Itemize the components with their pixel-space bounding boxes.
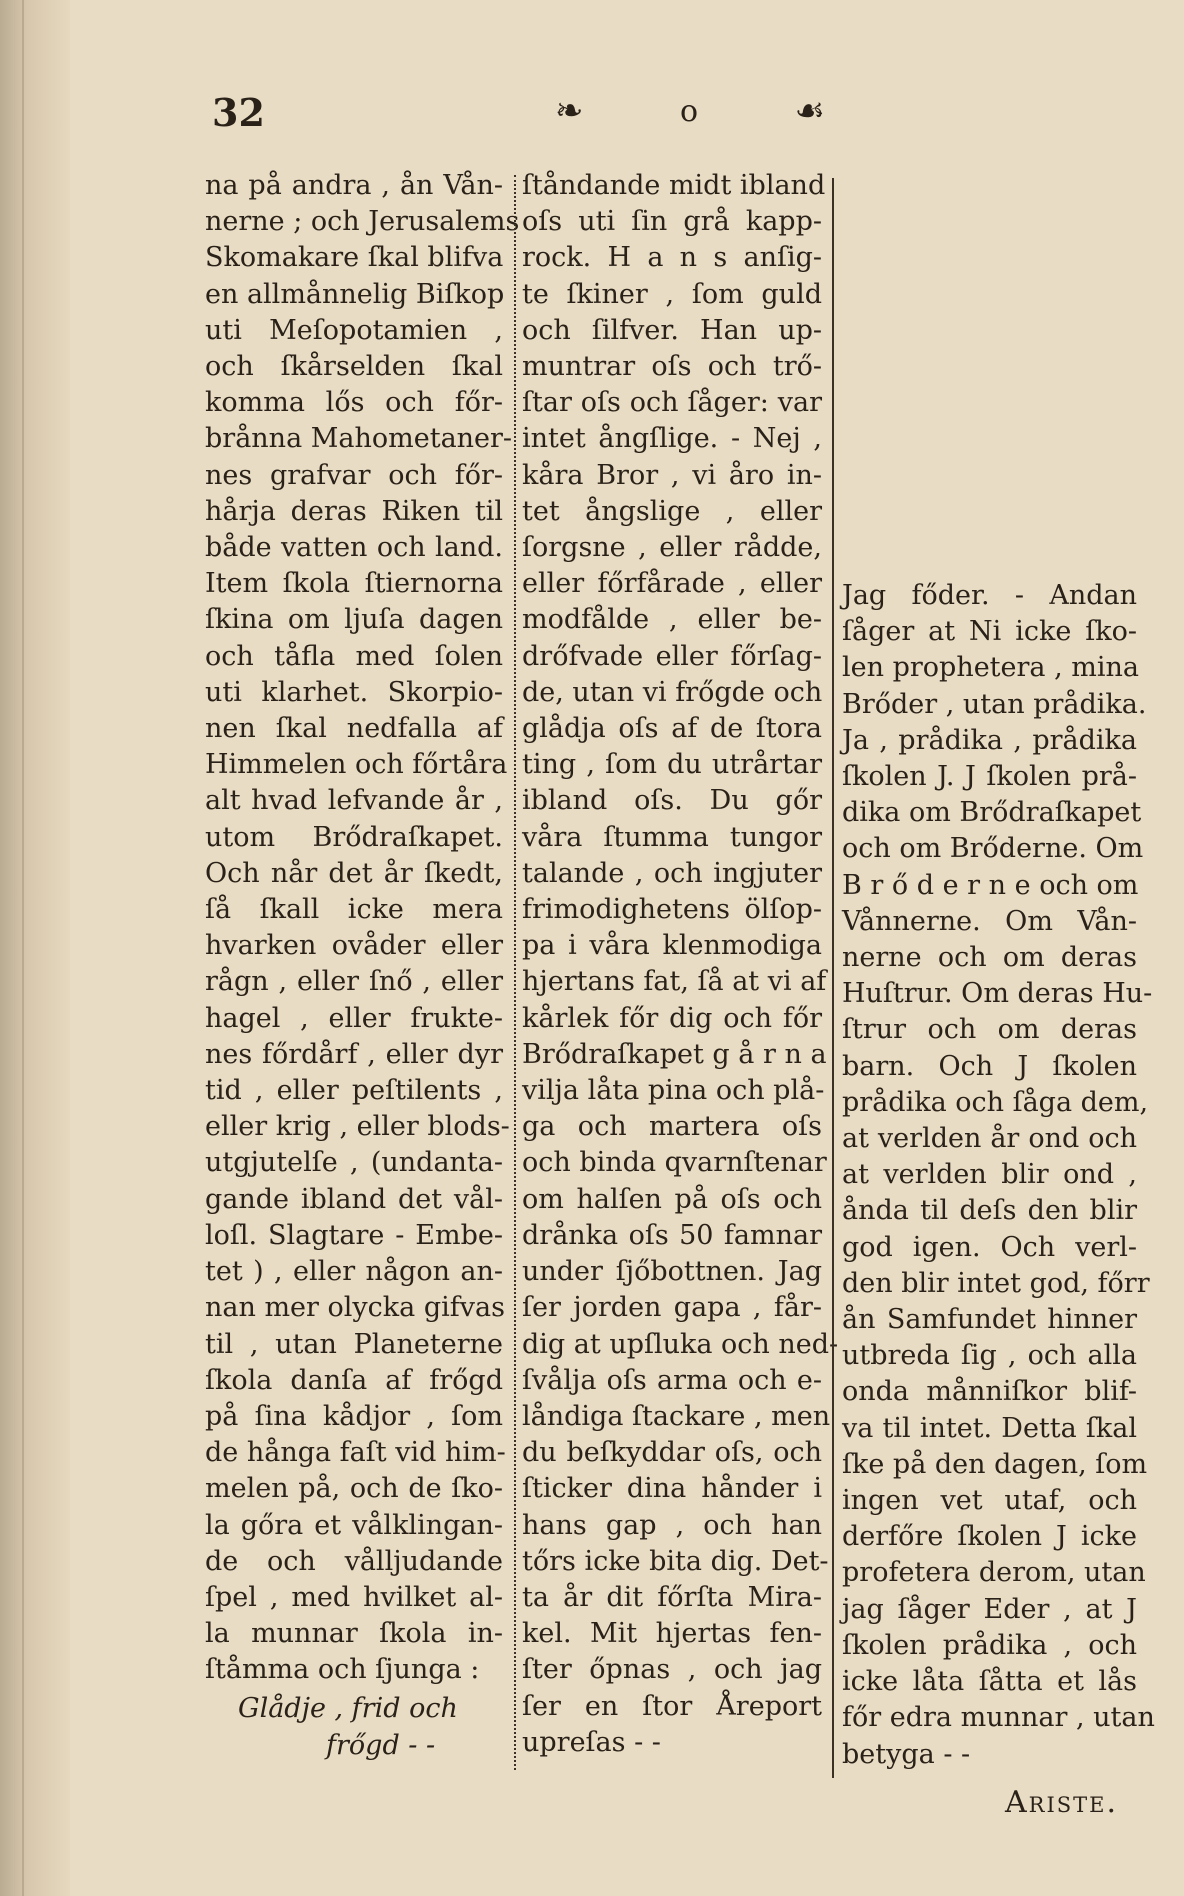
text-line: la gőra et vålklingan-: [205, 1509, 503, 1541]
text-line: ibland oſs. Du gőr: [522, 785, 822, 817]
text-line: ingen vet utaf, och: [842, 1485, 1137, 1517]
text-line: ſer en ſtor Åreport: [522, 1690, 822, 1722]
text-line: ſvålja oſs arma och e-: [522, 1364, 822, 1396]
text-line: alt hvad lefvande år ,: [205, 785, 503, 817]
text-line: til , utan Planeterne: [205, 1328, 503, 1360]
text-line: drånka oſs 50 famnar: [522, 1219, 822, 1251]
text-line: dig at upſluka och ned-: [522, 1328, 839, 1360]
signature: Ariste.: [1005, 1785, 1119, 1820]
text-line: utom Brődraſkapet.: [205, 821, 503, 853]
text-line: våra ſtumma tungor: [522, 821, 822, 853]
text-line: nes grafvar och főr-: [205, 459, 503, 491]
text-line: ſkola danſa af frőgd: [205, 1364, 503, 1396]
text-line: ſkolen J. J ſkolen prå-: [842, 761, 1137, 793]
text-line: ſke på den dagen, ſom: [842, 1448, 1148, 1480]
text-line: Item ſkola ſtiernorna: [205, 568, 503, 600]
text-line: Huſtrur. Om deras Hu-: [842, 978, 1153, 1010]
text-line: kårlek főr dig och főr: [522, 1002, 822, 1034]
text-line: och ſilfver. Han up-: [522, 314, 822, 346]
ornament-center: o: [679, 93, 699, 129]
text-line: te ſkiner , ſom guld: [522, 278, 822, 310]
text-column-2: [522, 168, 839, 1761]
text-line: ting , ſom du utrårtar: [522, 749, 822, 781]
text-line: tet ) , eller någon an-: [205, 1256, 503, 1288]
text-line: Himmelen och főrtåra: [205, 749, 508, 781]
text-line: va til intet. Detta ſkal: [842, 1412, 1137, 1444]
text-line: de, utan vi frőgde och: [522, 676, 823, 708]
text-column-3: [842, 578, 1155, 1773]
text-line: prådika och ſåga dem,: [842, 1086, 1149, 1118]
text-line: nen ſkal nedfalla af: [205, 713, 503, 745]
text-line: ſtar oſs och ſåger: var: [522, 387, 822, 419]
text-line: icke låta ſåtta et lås: [842, 1666, 1137, 1698]
text-line: ſå ſkall icke mera: [205, 894, 503, 926]
text-line: na på andra , ån Vån-: [205, 170, 503, 201]
ornament-right-icon: ☙: [794, 91, 825, 131]
text-line: eller krig , eller blods-: [205, 1111, 510, 1143]
text-line: nerne och om deras: [842, 942, 1137, 974]
text-line: derfőre ſkolen J icke: [842, 1521, 1137, 1553]
text-line: hagel , eller frukte-: [205, 1002, 503, 1034]
column-divider-1: [514, 175, 516, 1770]
text-line: om halſen på oſs och: [522, 1183, 822, 1215]
text-line: ån Samfundet hinner: [842, 1304, 1137, 1336]
text-line: den blir intet god, főrr: [842, 1267, 1150, 1299]
text-line: och ſkårselden ſkal: [205, 351, 503, 383]
text-line: komma lős och főr-: [205, 387, 503, 419]
text-line: frimodighetens ölſop-: [522, 894, 822, 926]
text-line: drőfvade eller főrſag-: [522, 640, 822, 672]
text-line: ſpel , med hvilket al-: [205, 1581, 503, 1613]
text-line: hvarken ovåder eller: [205, 930, 503, 962]
text-line: glådja oſs af de ſtora: [522, 713, 822, 745]
text-line: muntrar oſs och trő-: [522, 351, 822, 383]
text-line: uti klarhet. Skorpio-: [205, 676, 503, 708]
text-line: du beſkyddar oſs, och: [522, 1437, 822, 1469]
text-line: at verlden blir ond ,: [842, 1159, 1137, 1191]
text-line: Skomakare ſkal blifva: [205, 242, 504, 274]
text-line: utgjutelſe , (undanta-: [205, 1147, 503, 1179]
text-line: betyga - -: [842, 1738, 971, 1770]
text-line: Brőder , utan prådika.: [842, 688, 1147, 720]
text-line: på ſina kådjor , ſom: [205, 1400, 503, 1432]
text-line: loſl. Slagtare - Embe-: [205, 1219, 503, 1251]
text-line: uti Meſopotamien ,: [205, 314, 503, 346]
page-edge: [0, 0, 70, 1896]
text-line: hans gap , och han: [522, 1509, 822, 1541]
text-line: ſtrur och om deras: [842, 1014, 1137, 1046]
ornament-left-icon: ❧: [555, 91, 584, 131]
column-divider-2: [832, 178, 834, 1778]
text-line: en allmånnelig Biſkop: [205, 278, 505, 310]
text-line: modfålde , eller be-: [522, 604, 822, 636]
text-line: Vånnerne. Om Vån-: [842, 905, 1137, 937]
text-line: főr edra munnar , utan: [842, 1702, 1155, 1734]
text-line: dika om Brődraſkapet: [842, 797, 1142, 829]
text-line: ſtåndande midt ibland: [522, 170, 826, 201]
text-column-1: [205, 168, 520, 1689]
text-line: utbreda ſig , och alla: [842, 1340, 1137, 1372]
text-line: de och vålljudande: [205, 1545, 503, 1577]
text-line: tőrs icke bita dig. Det-: [522, 1545, 829, 1577]
text-line: ga och martera oſs: [522, 1111, 822, 1143]
text-line: ſtåmma och ſjunga :: [205, 1654, 480, 1686]
text-line: intet ångſlige. - Nej ,: [522, 423, 822, 455]
text-line: ånda til deſs den blir: [842, 1195, 1137, 1227]
text-line: nes főrdårf , eller dyr: [205, 1038, 503, 1070]
text-line: ſorgsne , eller rådde,: [522, 532, 822, 564]
text-line: ſter őpnas , och jag: [522, 1654, 822, 1686]
text-line: B r ő d e r n e och om: [842, 869, 1139, 901]
text-line: både vatten och land.: [205, 532, 503, 564]
text-line: och binda qvarnſtenar: [522, 1147, 827, 1179]
text-line: rock. H a n s anſig-: [522, 242, 822, 274]
text-line: pa i våra klenmodiga: [522, 930, 822, 962]
text-line: profetera derom, utan: [842, 1557, 1146, 1589]
text-line: onda månniſkor blif-: [842, 1376, 1137, 1408]
page-number: 32: [212, 90, 265, 135]
text-line: Jag főder. - Andan: [842, 580, 1137, 611]
text-line: de hånga faſt vid him-: [205, 1437, 506, 1469]
text-line: ſkina om ljuſa dagen: [205, 604, 503, 636]
text-line: melen på, och de ſko-: [205, 1473, 503, 1505]
text-line: nan mer olycka gifvas: [205, 1292, 505, 1324]
text-line: Ja , prådika , prådika: [842, 724, 1137, 756]
text-line: ſåger at Ni icke ſko-: [842, 616, 1137, 648]
text-line: la munnar ſkola in-: [205, 1618, 503, 1650]
text-line: tet ångslige , eller: [522, 495, 822, 527]
text-line: kåra Bror , vi åro in-: [522, 459, 822, 491]
text-line: och tåfla med ſolen: [205, 640, 503, 672]
text-line: under ſjőbottnen. Jag: [522, 1256, 822, 1288]
text-line: hjertans fat, ſå at vi af: [522, 966, 827, 998]
text-line: hårja deras Riken til: [205, 495, 503, 527]
text-line: barn. Och J ſkolen: [842, 1050, 1137, 1082]
text-line: tid , eller peſtilents ,: [205, 1075, 503, 1107]
text-line: god igen. Och verl-: [842, 1231, 1137, 1263]
text-line: gande ibland det vål-: [205, 1183, 503, 1215]
text-line: rågn , eller ſnő , eller: [205, 966, 503, 998]
text-line: upreſas - -: [522, 1726, 661, 1758]
text-line: vilja låta pina och plå-: [522, 1075, 825, 1107]
text-line: Brődraſkapet g å r n a: [522, 1038, 827, 1070]
text-line: Och når det år ſkedt,: [205, 857, 503, 889]
text-line: ſer jorden gapa , får-: [522, 1292, 822, 1324]
header-ornament: [555, 88, 825, 134]
text-line: kel. Mit hjertas fen-: [522, 1618, 822, 1650]
text-line: ta år dit főrſta Mira-: [522, 1581, 822, 1613]
text-line: brånna Mahometaner-: [205, 423, 513, 455]
text-line: låndiga ſtackare , men: [522, 1400, 831, 1432]
text-line: och om Brőderne. Om: [842, 833, 1144, 865]
text-line: oſs uti ſin grå kapp-: [522, 206, 822, 238]
text-line: ſkolen prådika , och: [842, 1629, 1137, 1661]
text-line: len propheterа , mina: [842, 652, 1139, 684]
text-line: nerne ; och Jerusalems: [205, 206, 520, 238]
closing-line-2: frőgd - -: [326, 1730, 436, 1761]
text-line: at verlden år ond och: [842, 1123, 1137, 1155]
closing-line-1: Glådje , frid och: [238, 1693, 458, 1724]
text-line: jag ſåger Eder , at J: [842, 1593, 1137, 1625]
text-line: eller főrfårade , eller: [522, 568, 822, 600]
text-line: talande , och ingjuter: [522, 857, 822, 889]
text-line: ſticker dina hånder i: [522, 1473, 822, 1505]
